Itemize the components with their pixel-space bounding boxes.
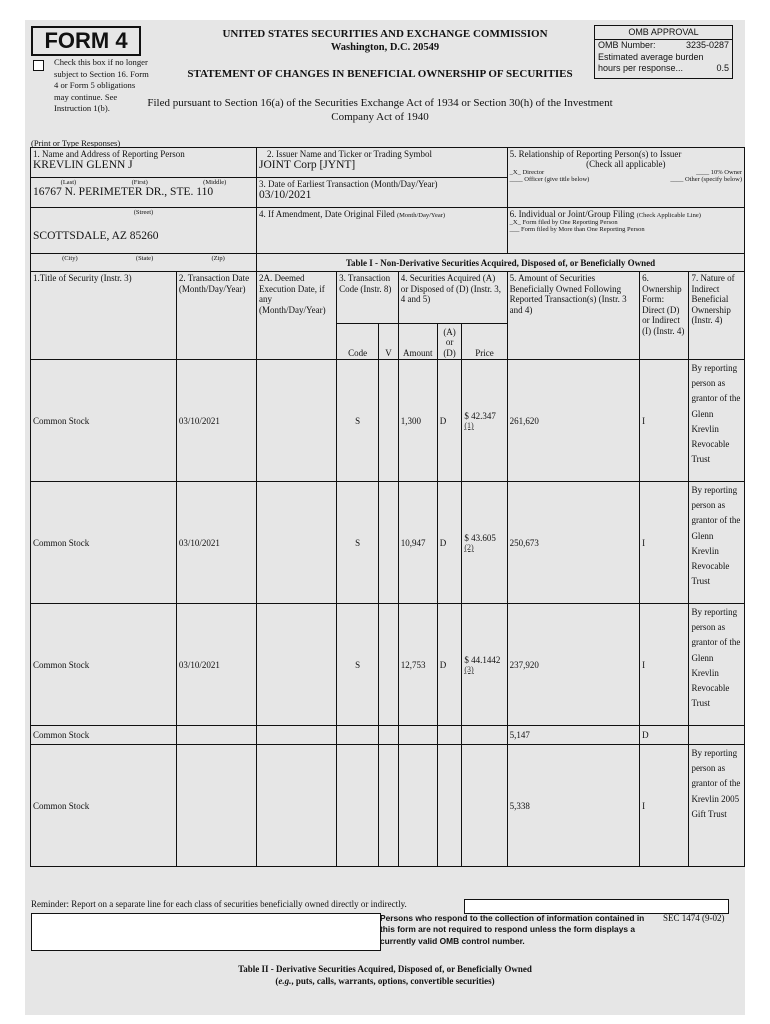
cell-empty (379, 482, 399, 604)
section16-checkbox[interactable] (33, 60, 44, 71)
cell-nature: By reporting person as grantor of the Glenn Krevlin Revocable Trust (689, 482, 745, 604)
cell-price (462, 726, 507, 745)
street-cell (31, 208, 257, 254)
cell-date (176, 726, 256, 745)
cell-date: 03/10/2021 (176, 360, 256, 482)
price-header: Price (462, 324, 507, 360)
city-state-zip-cell (31, 254, 257, 272)
cell-amount (398, 726, 437, 745)
cell-ad: D (437, 604, 462, 726)
cell-empty (379, 745, 399, 867)
table-row (31, 360, 745, 482)
cell-empty (256, 745, 336, 867)
cell-title: Common Stock (31, 745, 177, 867)
col2a-header: 2A. Deemed Execution Date, if any (Month/Day/Year) (256, 272, 336, 360)
cell-form: I (640, 360, 689, 482)
col1-header: 1.Title of Security (Instr. 3) (31, 272, 177, 360)
cell-empty (256, 482, 336, 604)
omb-approval-box (594, 25, 733, 79)
street-value: 16767 N. PERIMETER DR., STE. 110 (33, 186, 214, 198)
cell-amount: 10,947 (398, 482, 437, 604)
col4-header: 4. Securities Acquired (A) or Disposed of (D) (Instr. 3, 4 and 5) (398, 272, 507, 324)
form-label: FORM 4 (31, 26, 141, 56)
state-caption: (State) (135, 255, 154, 262)
relationship-label: 5. Relationship of Reporting Person(s) to Issuer (509, 149, 682, 159)
other-option[interactable]: ____ Other (specify below) (670, 176, 742, 183)
city-caption: (City) (62, 255, 78, 262)
amount-header: Amount (398, 324, 437, 360)
omb-hours-label: hours per response... (598, 63, 684, 73)
table-row (31, 726, 745, 745)
cell-amount (398, 745, 437, 867)
sec-number: SEC 1474 (9-02) (663, 913, 725, 923)
col3-header: 3. Transaction Code (Instr. 8) (337, 272, 399, 324)
cell-price: $ 42.347 (1) (462, 360, 507, 482)
issuer-label: 2. Issuer Name and Ticker or Trading Symbol (266, 149, 432, 159)
cell-owned: 261,620 (507, 360, 640, 482)
filed-pursuant: Filed pursuant to Section 16(a) of the Securities Exchange Act of 1934 or Section 30(h) of the Investment Company Act of 1940 (147, 97, 613, 123)
issuer-value: JOINT Corp [JYNT] (258, 159, 356, 171)
cell-ad (437, 745, 462, 867)
cell-title: Common Stock (31, 726, 177, 745)
cell-nature: By reporting person as grantor of the Glenn Krevlin Revocable Trust (689, 604, 745, 726)
cell-nature (689, 726, 745, 745)
code-header: Code (337, 324, 379, 360)
issuer-cell (256, 148, 507, 178)
agency-title: UNITED STATES SECURITIES AND EXCHANGE COMMISSION (222, 28, 548, 40)
individual-label: 6. Individual or Joint/Group Filing (509, 209, 635, 219)
print-note: (Print or Type Responses) (31, 138, 121, 148)
table-row (31, 604, 745, 726)
cell-amount: 1,300 (398, 360, 437, 482)
cell-empty (256, 360, 336, 482)
aord-header: (A) or (D) (437, 324, 462, 360)
cell-code: S (337, 482, 379, 604)
cell-code: S (337, 360, 379, 482)
table2-eg: e.g. (278, 976, 292, 986)
amendment-sub: (Month/Day/Year) (396, 212, 446, 219)
reminder-box (464, 899, 729, 914)
individual-filing-cell (507, 208, 744, 254)
col7-header: 7. Nature of Indirect Beneficial Ownership (Instr. 4) (689, 272, 745, 360)
cell-ad: D (437, 360, 462, 482)
name-value: KREVLIN GLENN J (33, 159, 133, 171)
footnote-link[interactable]: (3) (464, 665, 474, 674)
cell-amount: 12,753 (398, 604, 437, 726)
form-sheet (25, 20, 745, 1015)
cell-title: Common Stock (31, 360, 177, 482)
relationship-cell (507, 148, 744, 208)
relationship-sub: (Check all applicable) (586, 159, 666, 169)
cell-price: $ 43.605 (2) (462, 482, 507, 604)
cell-form: I (640, 745, 689, 867)
omb-number-label: OMB Number: (598, 40, 656, 50)
cell-empty (379, 604, 399, 726)
cell-price (462, 745, 507, 867)
cell-owned: 250,673 (507, 482, 640, 604)
col6-header: 6. Ownership Form: Direct (D) or Indirect (I) (Instr. 4) (640, 272, 689, 360)
check-note: Check this box if no longer subject to Section 16. Form 4 or Form 5 obligations may continue. See Instruction 1(b). (54, 57, 149, 113)
city-value: SCOTTSDALE, AZ 85260 (33, 230, 159, 242)
col2-header: 2. Transaction Date (Month/Day/Year) (176, 272, 256, 360)
omb-number-value: 3235-0287 (685, 40, 729, 50)
earliest-date-label: 3. Date of Earliest Transaction (Month/Day/Year) (258, 179, 438, 189)
footnote-link[interactable]: (2) (464, 543, 474, 552)
earliest-date-cell (256, 178, 507, 208)
cell-nature: By reporting person as grantor of the Glenn Krevlin Revocable Trust (689, 360, 745, 482)
omb-burden-label: Estimated average burden (598, 51, 704, 62)
table-row (31, 745, 745, 867)
cell-empty (379, 360, 399, 482)
amendment-label: 4. If Amendment, Date Original Filed (258, 209, 395, 219)
street-caption: (Street) (133, 209, 154, 216)
cell-nature: By reporting person as grantor of the Krevlin 2005 Gift Trust (689, 745, 745, 867)
cell-owned: 5,338 (507, 745, 640, 867)
middle-caption: (Middle) (203, 179, 227, 186)
cell-date: 03/10/2021 (176, 482, 256, 604)
cell-owned: 237,920 (507, 604, 640, 726)
name-parts-cell (31, 178, 257, 208)
cell-code (337, 745, 379, 867)
cell-code: S (337, 604, 379, 726)
cell-ad: D (437, 482, 462, 604)
cell-empty (379, 726, 399, 745)
officer-option[interactable]: ____ Officer (give title below) (509, 176, 590, 183)
owner10-option[interactable]: ____ 10% Owner (696, 169, 742, 176)
table-row (31, 482, 745, 604)
director-option[interactable]: _X_ Director (509, 169, 545, 176)
table2-subtitle-text: , puts, calls, warrants, options, convertible securities) (291, 976, 495, 986)
more-person-option[interactable]: ___ Form filed by More than One Reporting Person (509, 226, 645, 233)
cell-ad (437, 726, 462, 745)
cell-date: 03/10/2021 (176, 604, 256, 726)
omb-title: OMB APPROVAL (595, 26, 732, 40)
cell-title: Common Stock (31, 482, 177, 604)
earliest-date-value: 03/10/2021 (258, 189, 312, 201)
form-table (30, 147, 745, 867)
omb-hours-value: 0.5 (716, 63, 729, 73)
col5-header: 5. Amount of Securities Beneficially Owned Following Reported Transaction(s) (Instr. 3 and 4) (507, 272, 640, 360)
individual-sub: (Check Applicable Line) (636, 212, 701, 219)
cell-form: I (640, 482, 689, 604)
zip-caption: (Zip) (211, 255, 225, 262)
cell-form: I (640, 604, 689, 726)
amendment-cell (256, 208, 507, 254)
reminder-text: Reminder: Report on a separate line for each class of securities beneficially owned directly or indirectly. (31, 899, 407, 909)
table1-title: Table I - Non-Derivative Securities Acquired, Disposed of, or Beneficially Owned (256, 254, 744, 272)
footnote-link[interactable]: (1) (464, 421, 474, 430)
name-label: 1. Name and Address of Reporting Person (33, 149, 185, 159)
one-person-option[interactable]: _X_ Form filed by One Reporting Person (509, 219, 618, 226)
persons-notice: Persons who respond to the collection of information contained in this form are not required to respond unless the form displays a currently valid OMB control number. (380, 913, 645, 946)
cell-code (337, 726, 379, 745)
cell-date (176, 745, 256, 867)
signature-box (31, 913, 381, 951)
agency-location: Washington, D.C. 20549 (330, 42, 440, 53)
cell-title: Common Stock (31, 604, 177, 726)
cell-empty (256, 604, 336, 726)
table2-subtitle: (e.g., puts, calls, warrants, options, convertible securities) (275, 976, 495, 986)
statement-title: STATEMENT OF CHANGES IN BENEFICIAL OWNERSHIP OF SECURITIES (187, 68, 573, 80)
reporting-person-cell (31, 148, 257, 178)
cell-form: D (640, 726, 689, 745)
cell-owned: 5,147 (507, 726, 640, 745)
table2-title: Table II - Derivative Securities Acquired, Disposed of, or Beneficially Owned (238, 964, 532, 974)
cell-price: $ 44.1442 (3) (462, 604, 507, 726)
last-caption: (Last) (60, 179, 77, 186)
cell-empty (256, 726, 336, 745)
first-caption: (First) (131, 179, 148, 186)
v-header: V (379, 324, 399, 360)
